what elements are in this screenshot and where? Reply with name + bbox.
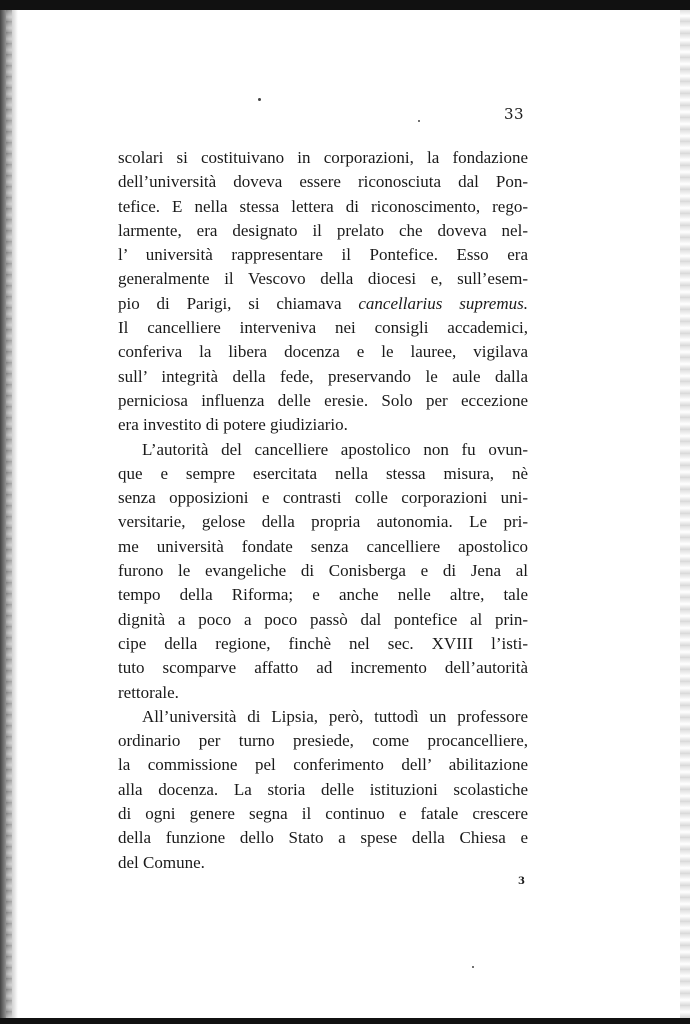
text-line: la commissione pel conferimento dell’ abilitazione	[118, 755, 528, 775]
scan-bottom-border	[0, 1018, 690, 1024]
text-line: dell’università doveva essere riconosciuta dal Pon-	[118, 172, 528, 192]
scan-right-edge	[680, 10, 690, 1018]
signature-mark: 3	[518, 876, 525, 887]
text-line: tefice. E nella stessa lettera di riconoscimento, rego-	[118, 196, 528, 216]
text-line: scolari si costituivano in corporazioni, la fondazione	[118, 148, 528, 167]
text-line: della funzione dello Stato a spese della Chiesa e	[118, 828, 528, 848]
text-line: era investito di potere giudiziario.	[118, 415, 348, 435]
text-line: conferiva la libera docenza e le lauree, vigilava	[118, 342, 528, 362]
text-line: larmente, era designato il prelato che doveva nel-	[118, 220, 528, 240]
text-line: alla docenza. La storia delle istituzioni scolastiche	[118, 779, 528, 799]
text-line: tuto scomparve affatto ad incremento dell’autorità	[118, 658, 528, 678]
text-line: l’ università rappresentare il Pontefice. Esso era	[118, 245, 528, 265]
text-line: L’autorità del cancelliere apostolico non fu ovun-	[142, 439, 528, 459]
text-line: del Comune.	[118, 852, 205, 872]
italic-term: cancellarius supremus.	[358, 293, 529, 313]
text-line: senza opposizioni e contrasti colle corporazioni uni-	[118, 488, 528, 508]
text-line: dignità a poco a poco passò dal pontefice al prin-	[118, 609, 528, 629]
text-line: generalmente il Vescovo della diocesi e, sull’esem-	[118, 269, 528, 289]
text-line: sull’ integrità della fede, preservando le aule dalla	[118, 366, 528, 386]
scan-speck	[472, 966, 474, 968]
text-run: pio di Parigi, si chiamava	[118, 293, 342, 313]
text-line: rettorale.	[118, 682, 179, 702]
page-number: 33	[504, 105, 525, 123]
text-line: perniciosa influenza delle eresie. Solo per eccezione	[118, 390, 528, 410]
text-line: All’università di Lipsia, però, tuttodì un professore	[142, 706, 528, 726]
text-line: me università fondate senza cancelliere apostolico	[118, 536, 528, 556]
text-line: tempo della Riforma; e anche nelle altre, tale	[118, 585, 528, 605]
text-line: que e sempre esercitata nella stessa misura, nè	[118, 463, 528, 483]
body-text	[118, 146, 528, 875]
scan-top-border	[0, 0, 690, 10]
text-line: furono le evangeliche di Conisberga e di Jena al	[118, 561, 528, 581]
text-line	[118, 292, 528, 316]
scan-left-edge	[0, 10, 18, 1018]
text-line: cipe della regione, finchè nel sec. XVIII l’isti-	[118, 633, 528, 653]
text-line: ordinario per turno presiede, come procancelliere,	[118, 731, 528, 751]
text-line: di ogni genere segna il continuo e fatale crescere	[118, 804, 528, 824]
scan-speck	[258, 98, 261, 101]
text-line: Il cancelliere interveniva nei consigli accademici,	[118, 318, 528, 338]
text-line: versitarie, gelose della propria autonomia. Le pri-	[118, 512, 528, 532]
scan-speck	[418, 120, 420, 122]
